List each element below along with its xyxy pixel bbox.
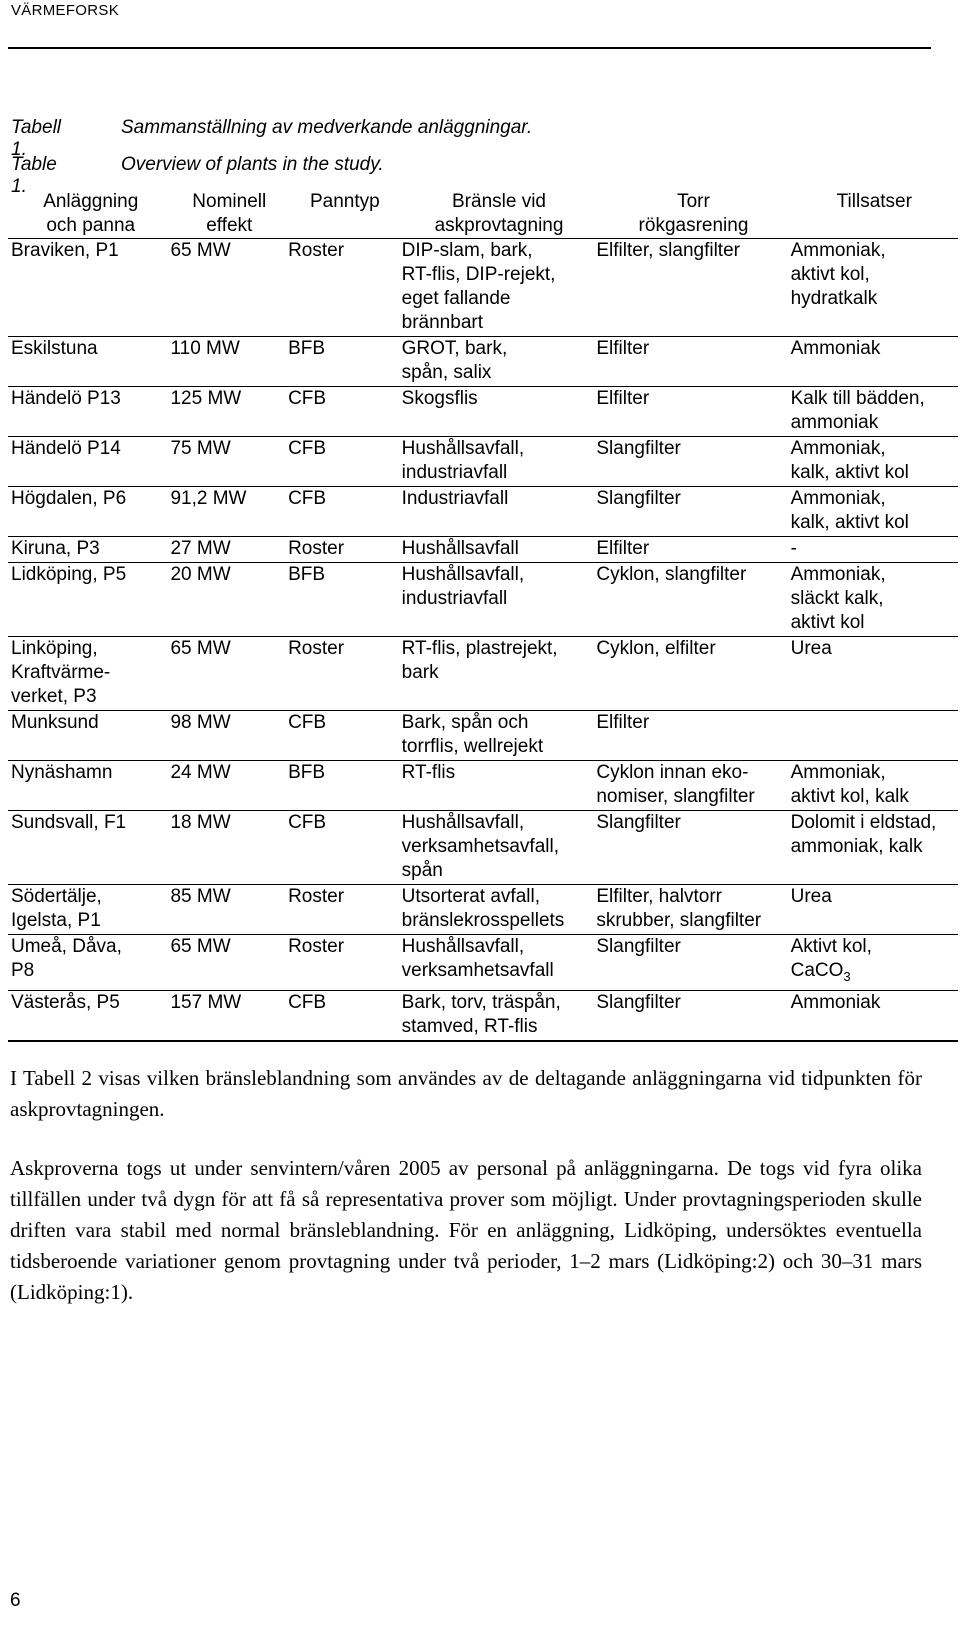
cell-cleaning: Slangfilter (596, 812, 681, 833)
plants-table (8, 190, 958, 1042)
cell-power: 20 MW (170, 564, 231, 585)
header-rule (8, 47, 931, 49)
cell-power: 65 MW (170, 936, 231, 957)
cell-plant: Braviken, P1 (11, 240, 119, 261)
cell-fuel: Hushållsavfall (401, 538, 519, 559)
cell-boiler: BFB (288, 338, 326, 359)
cell-cleaning: Slangfilter (596, 488, 681, 509)
cell-additives: Ammoniak, kalk, aktivt kol (790, 438, 909, 483)
cell-additives (791, 935, 958, 991)
cell-boiler: Roster (288, 240, 345, 261)
cell-cleaning: Cyklon, elfilter (596, 638, 716, 659)
cell-cleaning: Slangfilter (596, 991, 681, 1013)
column-header-boiler: Panntyp (309, 191, 380, 212)
cell-cleaning: Elfilter (596, 388, 650, 409)
cell-plant: Linköping, Kraftvärme- verket, P3 (11, 638, 111, 707)
cell-power: 125 MW (170, 388, 242, 409)
body-paragraph: I Tabell 2 visas vilken bränsleblandning som användes av de deltagande anläggningarna vid tidpunkten för askprovtagningen. (10, 1066, 922, 1121)
cell-plant: Händelö P13 (11, 388, 121, 409)
table-row (8, 711, 958, 761)
table-header-row (8, 190, 958, 239)
table-row (8, 637, 958, 711)
cell-boiler: CFB (288, 488, 327, 509)
table-row (8, 437, 958, 487)
running-header: VÄRMEFORSK (11, 2, 120, 19)
caption-text: Sammanställning av medverkande anläggningar. (121, 117, 533, 138)
table-row (8, 811, 958, 885)
cell-plant: Lidköping, P5 (11, 564, 127, 585)
cell-plant: Högdalen, P6 (11, 488, 127, 509)
cell-power: 91,2 MW (170, 488, 247, 509)
cell-power: 18 MW (170, 812, 231, 833)
cell-fuel: Skogsflis (401, 388, 478, 409)
caption-label: Table 1. (11, 154, 57, 197)
cell-power: 65 MW (170, 638, 231, 659)
cell-plant: Södertälje, Igelsta, P1 (11, 886, 102, 931)
column-header-plant: Anläggning och panna (43, 191, 139, 236)
caption-label: Tabell 1. (11, 117, 62, 160)
cell-cleaning: Elfilter (596, 338, 650, 359)
table-row (8, 487, 958, 537)
cell-plant: Västerås, P5 (11, 991, 120, 1013)
cell-additives: Ammoniak, aktivt kol, hydratkalk (790, 240, 886, 309)
cell-boiler: Roster (288, 886, 345, 907)
cell-power: 110 MW (170, 338, 240, 359)
subscript: 3 (843, 968, 851, 984)
caption-text: Overview of plants in the study. (121, 154, 384, 175)
cell-additives: Ammoniak, aktivt kol, kalk (790, 762, 909, 807)
cell-power: 65 MW (170, 240, 231, 261)
cell-boiler: CFB (288, 712, 327, 733)
cell-boiler: Roster (288, 538, 345, 559)
table-row (8, 761, 958, 811)
cell-cleaning: Elfilter (596, 538, 650, 559)
cell-cleaning: Cyklon, slangfilter (596, 564, 747, 585)
table-row (8, 563, 958, 637)
cell-power: 75 MW (170, 438, 231, 459)
cell-fuel: Bark, spån och torrflis, wellrejekt (401, 712, 544, 757)
cell-cleaning: Elfilter, halvtorr skrubber, slangfilter (596, 886, 762, 931)
page-number: 6 (10, 1590, 21, 1611)
cell-additives: - (790, 538, 797, 559)
cell-boiler: CFB (288, 812, 327, 833)
cell-cleaning: Slangfilter (596, 438, 681, 459)
table-row (8, 337, 958, 387)
cell-fuel: Hushållsavfall, industriavfall (401, 564, 525, 609)
cell-boiler: BFB (288, 564, 326, 585)
cell-power: 98 MW (170, 712, 231, 733)
cell-fuel: Hushållsavfall, verksamhetsavfall (401, 936, 554, 981)
cell-boiler: Roster (288, 936, 345, 957)
cell-cleaning: Elfilter (596, 712, 650, 733)
cell-power: 85 MW (170, 886, 231, 907)
cell-boiler: CFB (288, 991, 327, 1013)
cell-power: 27 MW (170, 538, 231, 559)
cell-additives: Ammoniak, kalk, aktivt kol (790, 488, 909, 533)
cell-additives: Ammoniak (790, 991, 881, 1013)
cell-additives (791, 711, 958, 761)
table-row (8, 935, 958, 991)
cell-boiler: CFB (288, 438, 327, 459)
cell-additives: Dolomit i eldstad, ammoniak, kalk (790, 812, 937, 857)
cell-additives: Kalk till bädden, ammoniak (790, 388, 925, 433)
table-row (8, 387, 958, 437)
table-row (8, 885, 958, 935)
cell-plant: Kiruna, P3 (11, 538, 100, 559)
cell-cleaning: Elfilter, slangfilter (596, 240, 740, 261)
cell-plant: Nynäshamn (11, 762, 113, 783)
cell-fuel: Industriavfall (401, 488, 509, 509)
table-row (8, 239, 958, 337)
cell-plant: Munksund (11, 712, 99, 733)
table-row (8, 990, 958, 1041)
cell-fuel: RT-flis (401, 762, 456, 783)
cell-fuel: Utsorterat avfall, bränslekrosspellets (401, 886, 565, 931)
cell-power: 24 MW (170, 762, 231, 783)
cell-fuel: DIP-slam, bark, RT-flis, DIP-rejekt, eget fallande brännbart (401, 240, 556, 333)
column-header-additives: Tillsatser (836, 191, 912, 212)
cell-fuel: RT-flis, plastrejekt, bark (401, 638, 558, 683)
cell-fuel: Bark, torv, träspån, stamved, RT-flis (401, 991, 561, 1037)
cell-cleaning: Cyklon innan eko- nomiser, slangfilter (596, 762, 755, 807)
table-row (8, 537, 958, 563)
cell-fuel: GROT, bark, spån, salix (401, 338, 508, 383)
cell-boiler: CFB (288, 388, 327, 409)
cell-cleaning: Slangfilter (596, 936, 681, 957)
body-paragraph: Askproverna togs ut under senvintern/våren 2005 av personal på anläggningarna. De togs vid fyra olika tillfällen under två dygn för att få så representativa prover som möjligt. Under provtagningsperioden skulle driften vara stabil med normal bränsleblandning. För en anläggning, Lidköping, undersöktes eventuella tidsberoende variationer genom provtagning under två perioder, 1–2 mars (Lidköping:2) och 30–31 mars (Lidköping:1). (10, 1156, 922, 1304)
column-header-fuel: Bränsle vid askprovtagning (434, 191, 564, 236)
cell-additives: Ammoniak (790, 338, 881, 359)
cell-plant: Händelö P14 (11, 438, 121, 459)
cell-boiler: BFB (288, 762, 326, 783)
cell-additives: Ammoniak, släckt kalk, aktivt kol (790, 564, 886, 633)
additives-text: Aktivt kol, CaCO (790, 936, 872, 981)
cell-fuel: Hushållsavfall, verksamhetsavfall, spån (401, 812, 559, 881)
cell-power: 157 MW (170, 991, 242, 1013)
cell-plant: Sundsvall, F1 (11, 812, 127, 833)
cell-additives: Urea (790, 886, 832, 907)
column-header-cleaning: Torr rökgasrening (638, 191, 749, 236)
cell-additives: Urea (790, 638, 832, 659)
cell-plant: Umeå, Dåva, P8 (11, 936, 122, 981)
cell-plant: Eskilstuna (11, 338, 98, 359)
column-header-power: Nominell effekt (192, 191, 267, 236)
cell-boiler: Roster (288, 638, 345, 659)
cell-fuel: Hushållsavfall, industriavfall (401, 438, 525, 483)
